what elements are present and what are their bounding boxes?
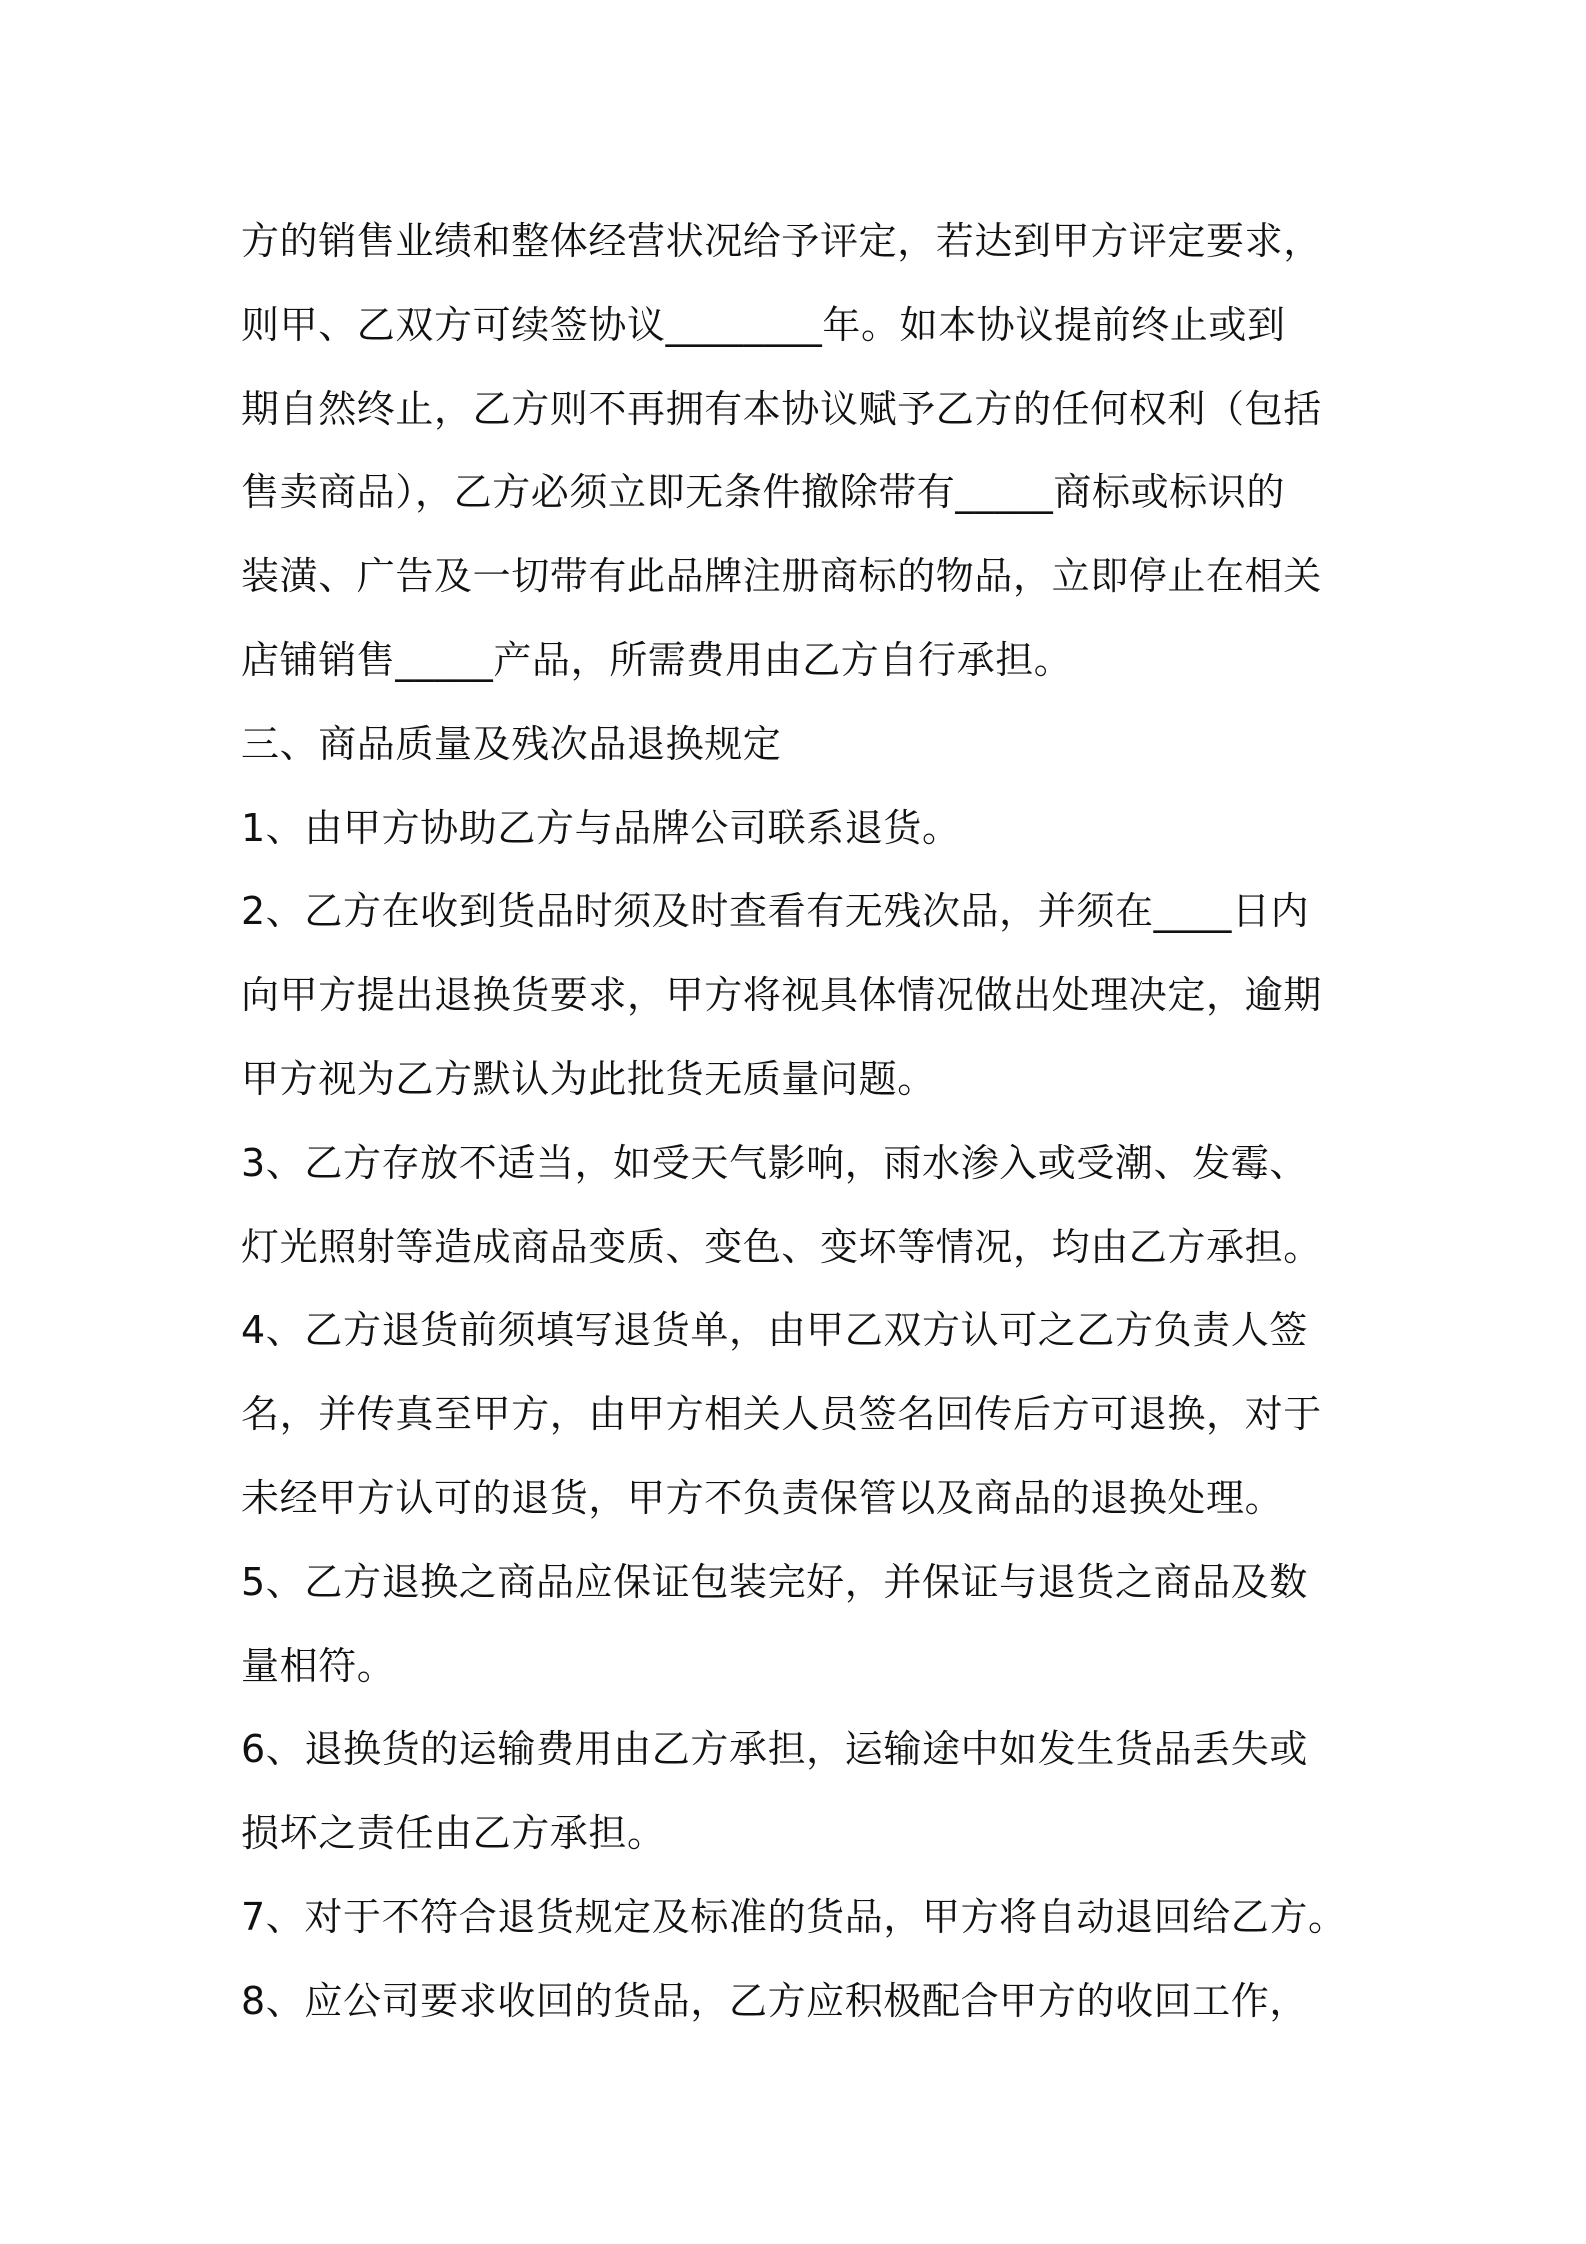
text-line: 店铺销售_____产品，所需费用由乙方自行承担。 [241,637,1073,682]
clause-line: 4、乙方退货前须填写退货单，由甲乙双方认可之乙方负责人签 [241,1308,1308,1353]
clause-line: 量相符。 [241,1643,396,1688]
section-heading: 三、商品质量及残次品退换规定 [241,721,782,766]
text-line: 则甲、乙双方可续签协议________年。如本协议提前终止或到 [241,302,1286,347]
clause-line: 向甲方提出退换货要求，甲方将视具体情况做出处理决定，逾期 [241,973,1322,1018]
clause-line: 甲方视为乙方默认为此批货无质量问题。 [241,1056,936,1101]
clause-line: 3、乙方存放不适当，如受天气影响，雨水渗入或受潮、发霉、 [241,1140,1308,1185]
clause-line: 7、对于不符合退货规定及标准的货品，甲方将自动退回给乙方。 [241,1894,1347,1939]
clause-line: 名，并传真至甲方，由甲方相关人员签名回传后方可退换，对于 [241,1392,1322,1437]
clause-line: 8、应公司要求收回的货品，乙方应积极配合甲方的收回工作， [241,1978,1308,2023]
clause-line: 1、由甲方协助乙方与品牌公司联系退货。 [241,805,961,850]
text-line: 装潢、广告及一切带有此品牌注册商标的物品，立即停止在相关 [241,554,1322,599]
clause-line: 2、乙方在收到货品时须及时查看有无残次品，并须在____日内 [241,889,1310,934]
text-line: 方的销售业绩和整体经营状况给予评定，若达到甲方评定要求， [241,219,1322,263]
clause-line: 未经甲方认可的退货，甲方不负责保管以及商品的退换处理。 [241,1475,1284,1520]
text-line: 售卖商品），乙方必须立即无条件撤除带有_____商标或标识的 [241,470,1286,515]
document-body [241,200,1361,2044]
text-line: 期自然终止，乙方则不再拥有本协议赋予乙方的任何权利（包括 [241,386,1322,431]
clause-line: 6、退换货的运输费用由乙方承担，运输途中如发生货品丢失或 [241,1727,1308,1772]
clause-line: 5、乙方退换之商品应保证包装完好，并保证与退货之商品及数 [241,1559,1308,1604]
clause-line: 损坏之责任由乙方承担。 [241,1811,666,1856]
clause-line: 灯光照射等造成商品变质、变色、变坏等情况，均由乙方承担。 [241,1224,1322,1269]
